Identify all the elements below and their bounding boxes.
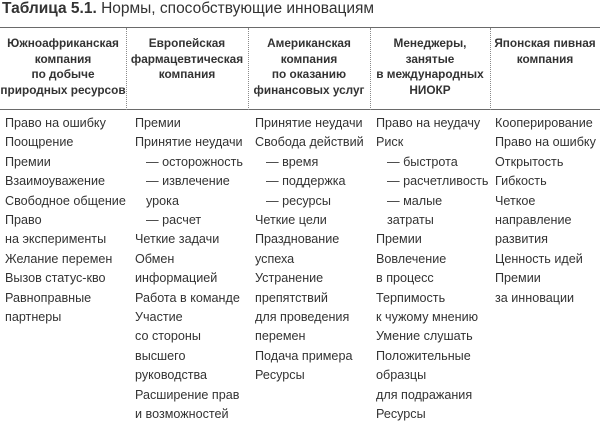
list-item: Право на ошибку (5, 116, 106, 130)
column-header-line: занятые (405, 51, 455, 66)
list-item: Принятие неудачи (135, 135, 243, 150)
list-item: Премии (135, 116, 181, 130)
sub-item: — извлечение (146, 174, 230, 189)
sub-item: — расчетливость (387, 174, 489, 189)
list-item: Устранение (255, 271, 324, 286)
list-item: партнеры (5, 310, 62, 325)
column-header (248, 36, 370, 98)
list-item: Право на неудачу (376, 116, 481, 130)
list-item: Премии (495, 271, 541, 286)
list-item: и возможностей (135, 407, 229, 422)
sub-item: — поддержка (266, 174, 346, 189)
list-item: Гибкость (495, 174, 547, 189)
list-item: Положительные (376, 348, 471, 363)
list-item: успеха (255, 251, 295, 266)
sub-item: — расчет (146, 213, 202, 228)
list-item: Свободное общение (5, 193, 126, 208)
table-number: Таблица 5.1. (2, 0, 97, 17)
column-header-line: Европейская (148, 36, 226, 50)
column-header-line: НИОКР (409, 82, 451, 97)
sub-item: — ресурсы (266, 193, 331, 208)
column-header-line: природных ресурсов (0, 82, 126, 97)
list-item: Кооперирование (495, 116, 593, 130)
list-item: Вовлечение (376, 251, 447, 266)
list-item: информацией (135, 271, 218, 286)
list-item: Равноправные (5, 290, 92, 305)
list-item: высшего (135, 348, 186, 363)
header-bottom-rule (0, 109, 600, 110)
list-item: образцы (376, 368, 427, 383)
list-item: перемен (255, 329, 306, 344)
table-caption (2, 0, 374, 18)
list-item: Премии (376, 232, 422, 247)
column-header-line: по добыче (31, 67, 95, 81)
list-item: Поощрение (5, 135, 74, 150)
sub-item: — осторожность (146, 154, 243, 169)
list-item: Четкие цели (255, 213, 327, 228)
list-item: Ресурсы (255, 368, 305, 383)
list-item: Желание перемен (5, 251, 113, 266)
column-header-line: Американская (267, 36, 351, 50)
column-header-line: компания (34, 51, 92, 66)
list-item: на эксперименты (5, 232, 107, 247)
column-header-line: финансовых услуг (253, 82, 365, 97)
column-body (135, 114, 243, 425)
sub-item: затраты (387, 213, 434, 228)
list-item: Четкое (495, 193, 536, 208)
column-header (126, 36, 248, 83)
list-item: Открытость (495, 154, 564, 169)
sub-item: — время (266, 154, 319, 169)
list-item: Умение слушать (376, 329, 473, 344)
column-body (5, 114, 126, 327)
table-title: Нормы, способствующие инновациям (101, 0, 375, 17)
list-item: руководства (135, 368, 208, 383)
list-item: Празднование (255, 232, 340, 247)
column-body (376, 114, 488, 425)
list-item: Терпимость (376, 290, 446, 305)
column-body (495, 114, 596, 308)
column-header-line: компания (280, 51, 338, 66)
column-body (255, 114, 364, 386)
column-header-line: по оказанию (271, 67, 347, 81)
list-item: Участие (135, 310, 183, 325)
list-item: препятствий (255, 290, 328, 305)
list-item: Свобода действий (255, 135, 364, 150)
list-item: Расширение прав (135, 387, 240, 402)
column-header-line: компания (516, 51, 574, 66)
column-header (0, 36, 126, 98)
list-item: Ценность идей (495, 251, 583, 266)
column-header-line: Менеджеры, (393, 36, 467, 50)
list-item: Подача примера (255, 348, 353, 363)
list-item: Обмен (135, 251, 175, 266)
list-item: в процесс (376, 271, 434, 286)
column-header-line: в международных (376, 67, 484, 81)
sub-item: — малые (387, 193, 443, 208)
list-item: направление (495, 213, 572, 228)
list-item: Ресурсы (376, 407, 426, 422)
list-item: Взаимоуважение (5, 174, 106, 189)
column-header-line: Южноафриканская (7, 36, 119, 50)
list-item: за инновации (495, 290, 575, 305)
list-item: Работа в команде (135, 290, 240, 305)
sub-item: — быстрота (387, 154, 458, 169)
list-item: Вызов статус-кво (5, 271, 106, 286)
list-item: Право (5, 213, 42, 228)
list-item: Премии (5, 154, 51, 169)
list-item: к чужому мнению (376, 310, 479, 325)
column-header-line: Японская пивная (494, 36, 596, 50)
column-header (490, 36, 600, 67)
column-header-line: компания (158, 67, 216, 81)
list-item: для подражания (376, 387, 473, 402)
list-item: Четкие задачи (135, 232, 220, 247)
header-top-rule (0, 27, 600, 28)
column-header-line: фармацевтическая (130, 51, 244, 66)
column-header (370, 36, 490, 98)
list-item: Принятие неудачи (255, 116, 363, 130)
list-item: Право на ошибку (495, 135, 596, 150)
list-item: для проведения (255, 310, 350, 325)
list-item: со стороны (135, 329, 201, 344)
list-item: Риск (376, 135, 404, 150)
list-item: развития (495, 232, 548, 247)
sub-item: урока (146, 193, 179, 208)
